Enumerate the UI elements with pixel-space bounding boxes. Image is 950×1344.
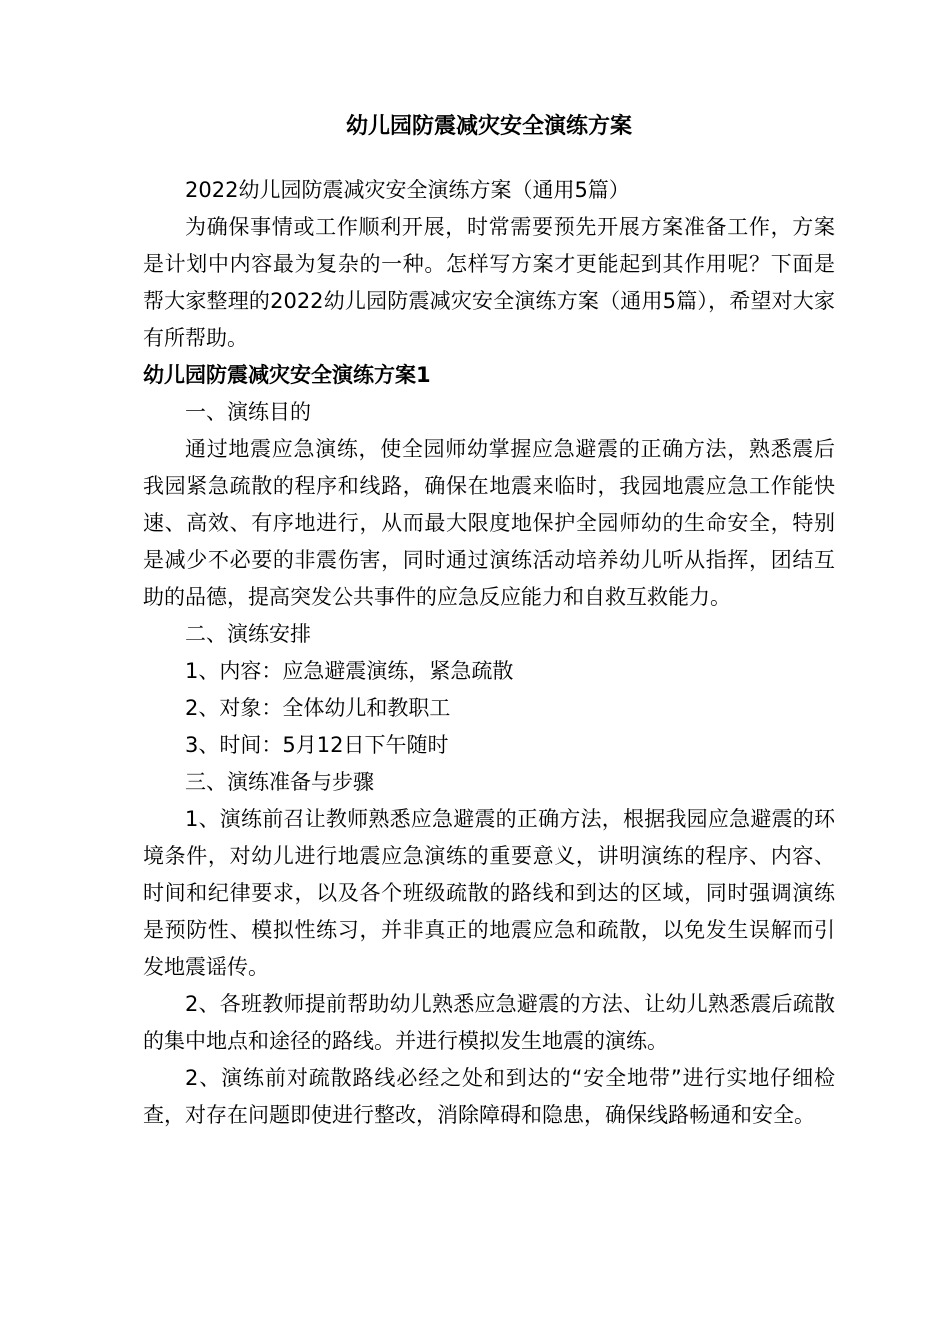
body-paragraph: 2、对象：全体幼儿和教职工 <box>185 696 451 720</box>
section-heading: 幼儿园防震减灾安全演练方案1 <box>143 363 431 387</box>
body-paragraph: 通过地震应急演练，使全园师幼掌握应急避震的正确方法，熟悉震后我园紧急疏散的程序和线路，确保在地震来临时，我园地震应急工作能快速、高效、有序地进行，从而最大限度地保护全园师幼的生命安全，特别是减少不必要的非震伤害，同时通过演练活动培养幼儿听从指挥，团结互助的品德，提高突发公共事件的应急反应能力和自救互救能力。 <box>143 437 835 609</box>
body-paragraph: 2、各班教师提前帮助幼儿熟悉应急避震的方法、让幼儿熟悉震后疏散的集中地点和途径的路线。并进行模拟发生地震的演练。 <box>143 992 835 1053</box>
document-title: 幼儿园防震减灾安全演练方案 <box>345 114 632 139</box>
body-paragraph: 二、演练安排 <box>185 622 311 646</box>
document-body <box>143 172 835 1134</box>
body-paragraph: 2、演练前对疏散路线必经之处和到达的“安全地带”进行实地仔细检查，对存在问题即使进行整改，消除障碍和隐患，确保线路畅通和安全。 <box>143 1066 835 1127</box>
body-paragraph: 3、时间：5月12日下午随时 <box>185 733 449 757</box>
body-paragraph: 为确保事情或工作顺利开展，时常需要预先开展方案准备工作，方案是计划中内容最为复杂的一种。怎样写方案才更能起到其作用呢？下面是帮大家整理的2022幼儿园防震减灾安全演练方案（通用5篇），希望对大家有所帮助。 <box>143 215 835 350</box>
body-paragraph: 1、内容：应急避震演练，紧急疏散 <box>185 659 514 683</box>
body-paragraph: 三、演练准备与步骤 <box>185 770 374 794</box>
body-paragraph: 2022幼儿园防震减灾安全演练方案（通用5篇） <box>185 178 630 202</box>
body-paragraph: 一、演练目的 <box>185 400 311 424</box>
body-paragraph: 1、演练前召让教师熟悉应急避震的正确方法，根据我园应急避震的环境条件，对幼儿进行地震应急演练的重要意义，讲明演练的程序、内容、时间和纪律要求，以及各个班级疏散的路线和到达的区域，同时强调演练是预防性、模拟性练习，并非真正的地震应急和疏散，以免发生误解而引发地震谣传。 <box>143 807 835 979</box>
